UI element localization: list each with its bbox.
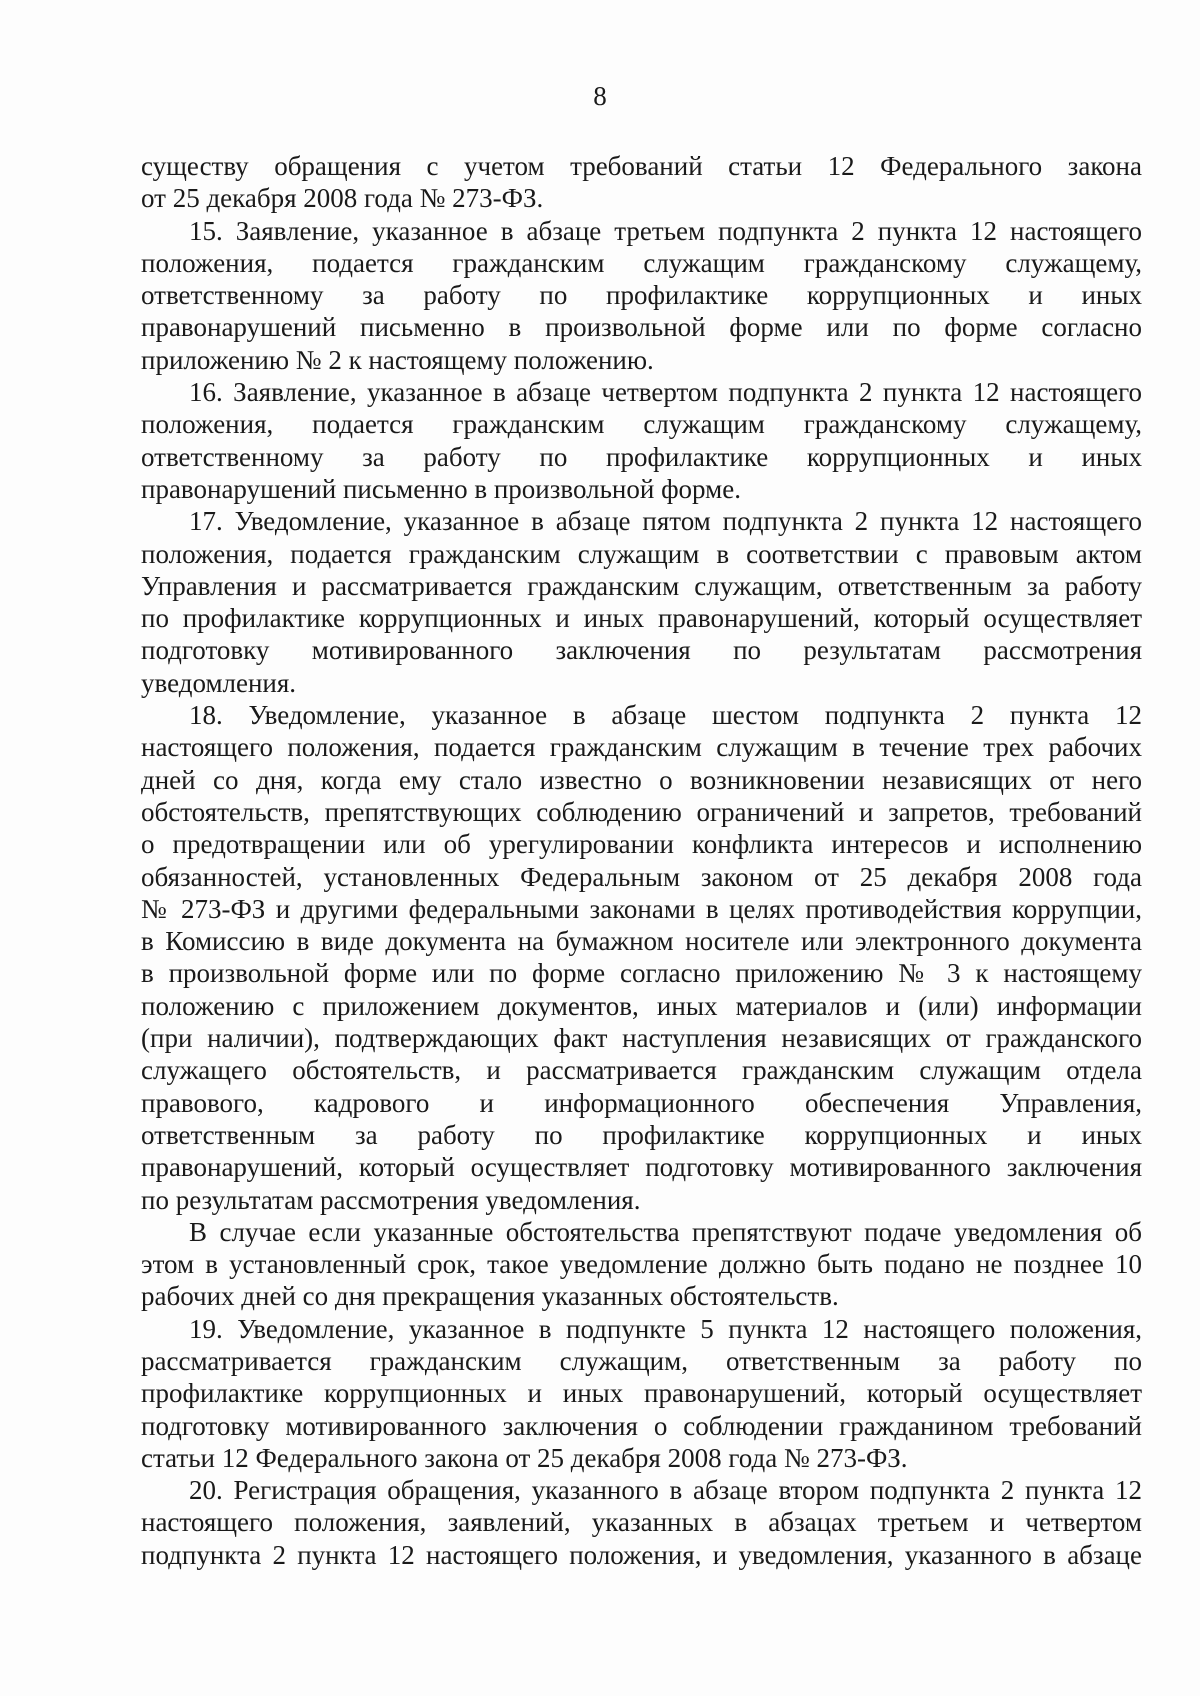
- paragraph-p15: [141, 215, 1142, 376]
- text-line: дней со дня, когда ему стало известно о возникновении независящих от него: [141, 764, 1142, 795]
- text-line: положения, подается гражданским служащим гражданскому служащему,: [141, 409, 1142, 440]
- text-line: от 25 декабря 2008 года № 273-ФЗ.: [141, 183, 544, 214]
- paragraph-p0: [141, 150, 1142, 215]
- text-line: настоящего положения, заявлений, указанных в абзацах третьем и четвертом: [141, 1507, 1142, 1538]
- text-line: в произвольной форме или по форме согласно приложению № 3 к настоящему: [141, 958, 1142, 989]
- text-line: по результатам рассмотрения уведомления.: [141, 1184, 641, 1215]
- text-line: настоящего положения, подается гражданским служащим в течение трех рабочих: [141, 732, 1142, 763]
- text-line: правонарушений письменно в произвольной форме или по форме согласно: [141, 312, 1142, 343]
- text-line: этом в установленный срок, такое уведомление должно быть подано не позднее 10: [141, 1249, 1142, 1280]
- document-body: [141, 150, 1142, 1571]
- text-line: статьи 12 Федерального закона от 25 декабря 2008 года № 273-ФЗ.: [141, 1442, 908, 1473]
- text-line: о предотвращении или об урегулировании конфликта интересов и исполнению: [141, 829, 1142, 860]
- text-line: ответственному за работу по профилактике коррупционных и иных: [141, 441, 1142, 472]
- text-line: профилактике коррупционных и иных правонарушений, который осуществляет: [141, 1378, 1142, 1409]
- text-line: положению с приложением документов, иных материалов и (или) информации: [141, 990, 1142, 1021]
- text-line: ответственному за работу по профилактике коррупционных и иных: [141, 280, 1142, 311]
- text-line: правонарушений письменно в произвольной форме.: [141, 473, 741, 504]
- paragraph-p17: [141, 505, 1142, 699]
- text-line: 17. Уведомление, указанное в абзаце пятом подпункта 2 пункта 12 настоящего: [189, 506, 1142, 537]
- text-line: положения, подается гражданским служащим в соответствии с правовым актом: [141, 538, 1142, 569]
- text-line: рассматривается гражданским служащим, ответственным за работу по: [141, 1345, 1142, 1376]
- text-line: В случае если указанные обстоятельства препятствуют подаче уведомления об: [189, 1216, 1142, 1247]
- paragraph-p16: [141, 376, 1142, 505]
- page-number: 8: [593, 81, 607, 111]
- text-line: обстоятельств, препятствующих соблюдению ограничений и запретов, требований: [141, 796, 1142, 827]
- text-line: № 273-ФЗ и другими федеральными законами в целях противодействия коррупции,: [141, 893, 1142, 924]
- text-line: (при наличии), подтверждающих факт наступления независящих от гражданского: [141, 1023, 1142, 1054]
- text-line: 20. Регистрация обращения, указанного в абзаце втором подпункта 2 пункта 12: [189, 1475, 1142, 1506]
- paragraph-p19: [141, 1313, 1142, 1474]
- text-line: 19. Уведомление, указанное в подпункте 5 пункта 12 настоящего положения,: [189, 1313, 1142, 1344]
- text-line: существу обращения с учетом требований статьи 12 Федерального закона: [141, 151, 1142, 181]
- text-line: Управления и рассматривается гражданским служащим, ответственным за работу: [141, 570, 1142, 601]
- paragraph-p18b: [141, 1216, 1142, 1313]
- text-line: 18. Уведомление, указанное в абзаце шестом подпункта 2 пункта 12: [189, 700, 1142, 731]
- text-line: подготовку мотивированного заключения по результатам рассмотрения: [141, 635, 1142, 666]
- text-line: 15. Заявление, указанное в абзаце третьем подпункта 2 пункта 12 настоящего: [189, 215, 1142, 246]
- paragraph-p20: [141, 1474, 1142, 1571]
- text-line: обязанностей, установленных Федеральным законом от 25 декабря 2008 года: [141, 861, 1142, 892]
- text-line: служащего обстоятельств, и рассматривается гражданским служащим отдела: [141, 1055, 1142, 1086]
- text-line: положения, подается гражданским служащим гражданскому служащему,: [141, 247, 1142, 278]
- text-line: подготовку мотивированного заключения о соблюдении гражданином требований: [141, 1410, 1142, 1441]
- text-line: уведомления.: [141, 667, 297, 698]
- text-line: ответственным за работу по профилактике коррупционных и иных: [141, 1119, 1142, 1150]
- text-line: в Комиссию в виде документа на бумажном носителе или электронного документа: [141, 926, 1142, 957]
- paragraph-p18: [141, 699, 1142, 1216]
- text-line: рабочих дней со дня прекращения указанных обстоятельств.: [141, 1281, 839, 1312]
- text-line: по профилактике коррупционных и иных правонарушений, который осуществляет: [141, 603, 1142, 634]
- text-line: 16. Заявление, указанное в абзаце четвертом подпункта 2 пункта 12 настоящего: [189, 377, 1142, 408]
- text-line: подпункта 2 пункта 12 настоящего положения, и уведомления, указанного в абзаце: [141, 1539, 1142, 1570]
- text-line: приложению № 2 к настоящему положению.: [141, 344, 654, 375]
- text-line: правонарушений, который осуществляет подготовку мотивированного заключения: [141, 1152, 1142, 1183]
- text-line: правового, кадрового и информационного обеспечения Управления,: [141, 1087, 1142, 1118]
